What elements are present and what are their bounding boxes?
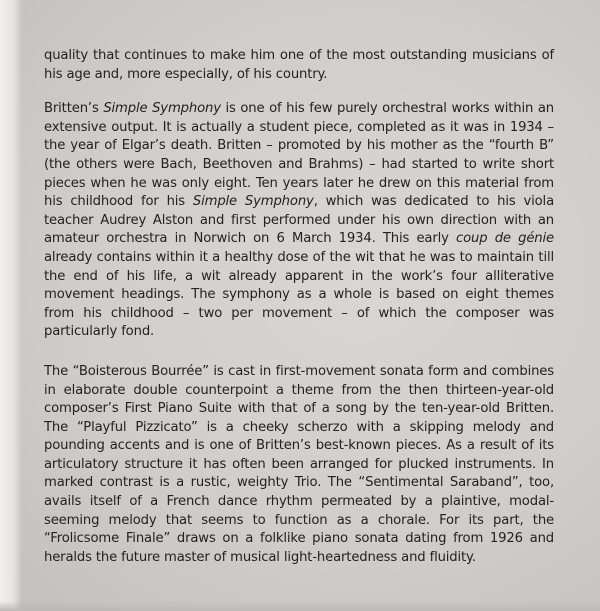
work-title: Simple Symphony xyxy=(103,101,221,117)
paragraph-simple-symphony xyxy=(44,100,554,342)
page-left-edge xyxy=(0,0,22,611)
italic-phrase: coup de génie xyxy=(456,231,554,247)
page-bottom-shadow xyxy=(0,601,600,611)
text-segment: is one of his few purely orchestral works within an extensive output. It is actually a student piece, completed as it was in 1934 – the year of Elgar’s death. Britten – promoted by his mother as the “fourth B” (the others were Bach, Beethoven and Brahms) – had started to write short pieces when he was only eight. Ten years later he drew on this material from his childhood for his xyxy=(44,101,555,210)
booklet-text xyxy=(44,47,554,583)
paragraph-intro-continuation xyxy=(44,47,554,84)
text-segment: , which was dedicated to his viola teacher Audrey Alston and first performed under his own direction with an amateur orchestra in Norwich on 6 March 1934. This early xyxy=(44,194,554,247)
paragraph-movements xyxy=(44,363,554,568)
text-segment: The “Boisterous Bourrée” is cast in first-movement sonata form and combines in elaborate double counterpoint a theme from the then thirteen-year-old composer’s First Piano Suite with that of a song by the ten-year-old Britten. The “Playful Pizzicato” is a cheeky scherzo with a skipping melody and pounding accents and is one of Britten’s best-known pieces. As a result of its articulatory structure it has often been arranged for plucked instruments. In marked contrast is a rustic, weighty Trio. The “Sentimental Saraband”, too, avails itself of a French dance rhythm permeated by a plaintive, modal-seeming melody that seems to function as a chorale. For its part, the “Frolicsome Finale” draws on a folklike piano sonata dating from 1926 and heralds the future master of musical light-heartedness and fluidity. xyxy=(44,363,554,565)
text-segment: quality that continues to make him one of the most outstanding musicians of his age and, more especially, of his country. xyxy=(44,48,554,82)
text-segment: already contains within it a healthy dose of the wit that he was to maintain till the end of his life, a wit already apparent in the work’s four alliterative movement headings. The symphony as a whole is based on eight themes from his childhood – two per movement – of which the composer was particularly fond. xyxy=(44,249,554,340)
text-segment: Britten’s xyxy=(44,101,104,117)
work-title: Simple Symphony xyxy=(192,194,314,210)
